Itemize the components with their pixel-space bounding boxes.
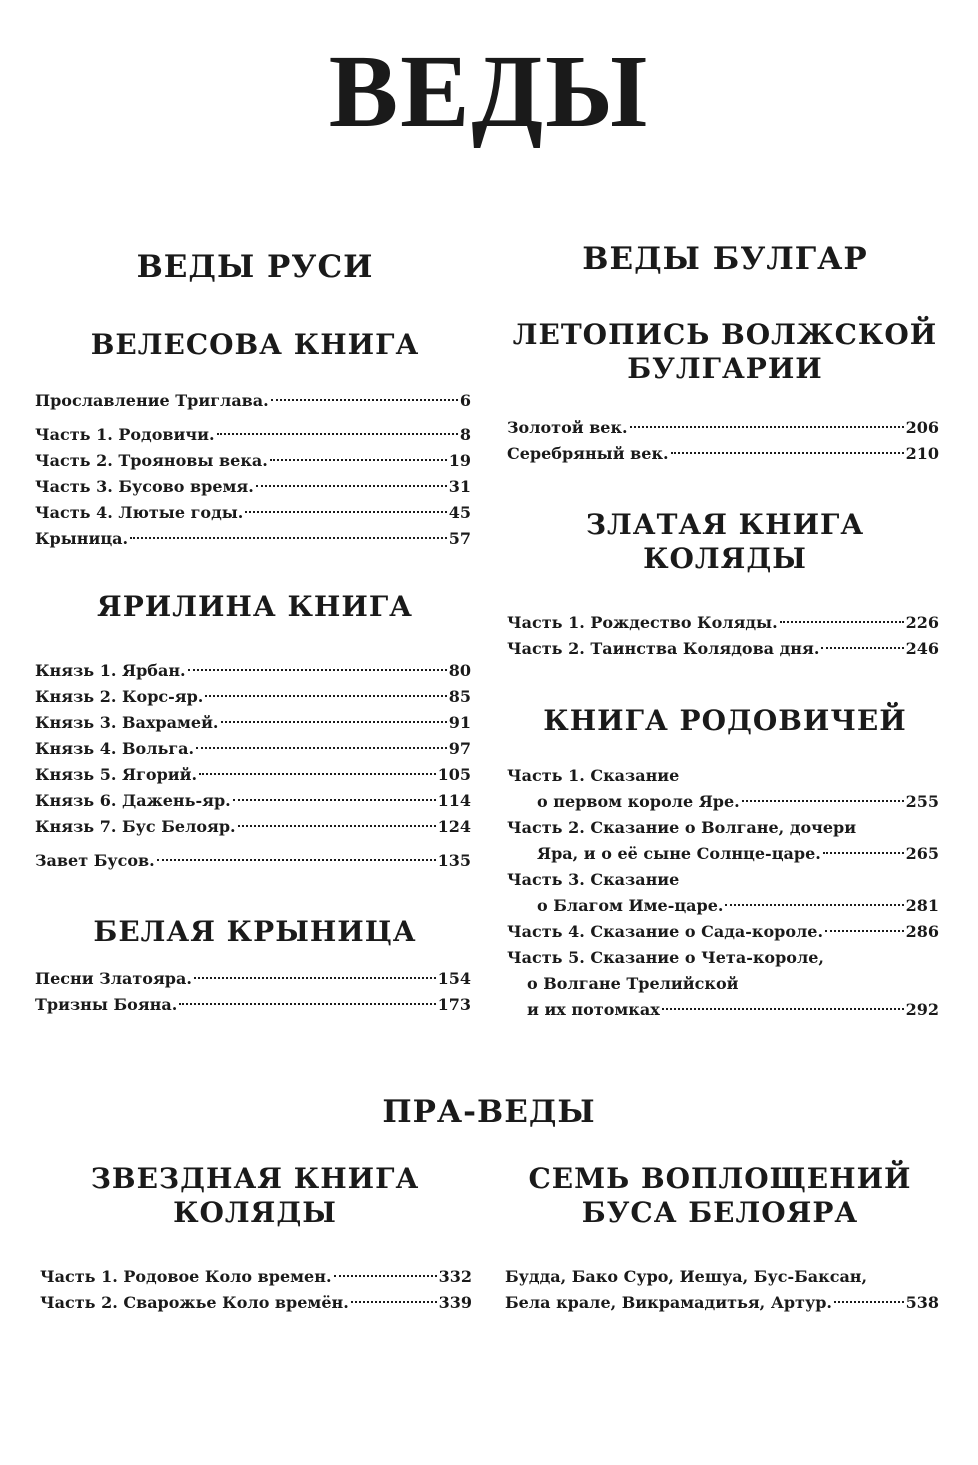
toc-entry: Князь 3. Вахрамей. 91 bbox=[35, 713, 471, 732]
toc-entry: Часть 2. Сварожье Коло времён. 339 bbox=[40, 1293, 472, 1312]
main-title: ВЕДЫ bbox=[328, 34, 650, 149]
toc-zlataya bbox=[507, 610, 939, 662]
toc-line: Часть 1. Сказание bbox=[507, 766, 680, 785]
toc-entry: Завет Бусов. 135 bbox=[35, 851, 471, 870]
book-title-rodovichey: КНИГА РОДОВИЧЕЙ bbox=[543, 704, 907, 737]
toc-entry: Часть 2. Трояновы века. 19 bbox=[35, 451, 471, 470]
toc-entry: Песни Златояра. 154 bbox=[35, 969, 471, 988]
toc-entry: Князь 7. Бус Белояр. 124 bbox=[35, 817, 471, 836]
toc-entry: Тризны Бояна. 173 bbox=[35, 995, 471, 1014]
book-title-yarilina: ЯРИЛИНА КНИГА bbox=[97, 590, 413, 623]
section-title-vedy-bulgar: ВЕДЫ БУЛГАР bbox=[582, 241, 868, 277]
toc-line: Будда, Бако Суро, Иешуа, Бус-Баксан, bbox=[505, 1267, 868, 1286]
toc-zvezdnaya bbox=[40, 1264, 472, 1316]
toc-entry: Крыница. 57 bbox=[35, 529, 471, 548]
toc-entry: Князь 1. Ярбан. 80 bbox=[35, 661, 471, 680]
toc-line: Часть 3. Сказание bbox=[507, 870, 680, 889]
toc-entry: Часть 1. Родовичи. 8 bbox=[35, 425, 471, 444]
toc-line: Часть 2. Сказание о Волгане, дочери bbox=[507, 818, 857, 837]
section-title-vedy-rusi: ВЕДЫ РУСИ bbox=[136, 249, 374, 285]
toc-entry: Князь 2. Корс-яр. 85 bbox=[35, 687, 471, 706]
toc-line: Часть 5. Сказание о Чета-короле, bbox=[507, 948, 824, 967]
toc-entry: Князь 4. Вольга. 97 bbox=[35, 739, 471, 758]
toc-line: о Волгане Трелийской bbox=[527, 974, 739, 993]
book-title-belaya: БЕЛАЯ КРЫНИЦА bbox=[93, 915, 417, 948]
toc-entry: Часть 3. Бусово время. 31 bbox=[35, 477, 471, 496]
toc-entry: о Благом Име-царе. 281 bbox=[537, 896, 939, 915]
book-title-sem: СЕМЬ ВОПЛОЩЕНИЙ БУСА БЕЛОЯРА bbox=[528, 1162, 912, 1229]
toc-entry: Серебряный век. 210 bbox=[507, 444, 939, 463]
toc-entry: Бела крале, Викрамадитья, Артур. 538 bbox=[505, 1293, 939, 1312]
toc-entry: Часть 4. Сказание о Сада-короле. 286 bbox=[507, 922, 939, 941]
toc-sem bbox=[505, 1264, 939, 1316]
toc-entry: Часть 4. Лютые годы. 45 bbox=[35, 503, 471, 522]
book-title-zlataya: ЗЛАТАЯ КНИГА КОЛЯДЫ bbox=[585, 508, 865, 575]
toc-entry: Часть 2. Таинства Колядова дня. 246 bbox=[507, 639, 939, 658]
toc-entry: Часть 1. Родовое Коло времен. 332 bbox=[40, 1267, 472, 1286]
toc-belaya bbox=[35, 966, 471, 1018]
toc-yarilina bbox=[35, 658, 471, 874]
toc-entry: о первом короле Яре. 255 bbox=[537, 792, 939, 811]
toc-entry: Часть 1. Рождество Коляды. 226 bbox=[507, 613, 939, 632]
toc-entry: Князь 5. Ягорий. 105 bbox=[35, 765, 471, 784]
book-title-velesova: ВЕЛЕСОВА КНИГА bbox=[90, 328, 420, 361]
toc-entry: и их потомках 292 bbox=[527, 1000, 939, 1019]
toc-entry: Прославление Триглава. 6 bbox=[35, 391, 471, 410]
toc-entry: Яра, и о её сыне Солнце-царе. 265 bbox=[537, 844, 939, 863]
book-title-letopis: ЛЕТОПИСЬ ВОЛЖСКОЙ БУЛГАРИИ bbox=[512, 318, 938, 385]
toc-entry: Князь 6. Дажень-яр. 114 bbox=[35, 791, 471, 810]
book-title-zvezdnaya: ЗВЕЗДНАЯ КНИГА КОЛЯДЫ bbox=[90, 1162, 420, 1229]
toc-velesova bbox=[35, 388, 471, 552]
toc-rodovichey bbox=[507, 763, 939, 1023]
section-title-pra-vedy: ПРА-ВЕДЫ bbox=[382, 1094, 596, 1130]
toc-letopis bbox=[507, 415, 939, 467]
toc-entry: Золотой век. 206 bbox=[507, 418, 939, 437]
